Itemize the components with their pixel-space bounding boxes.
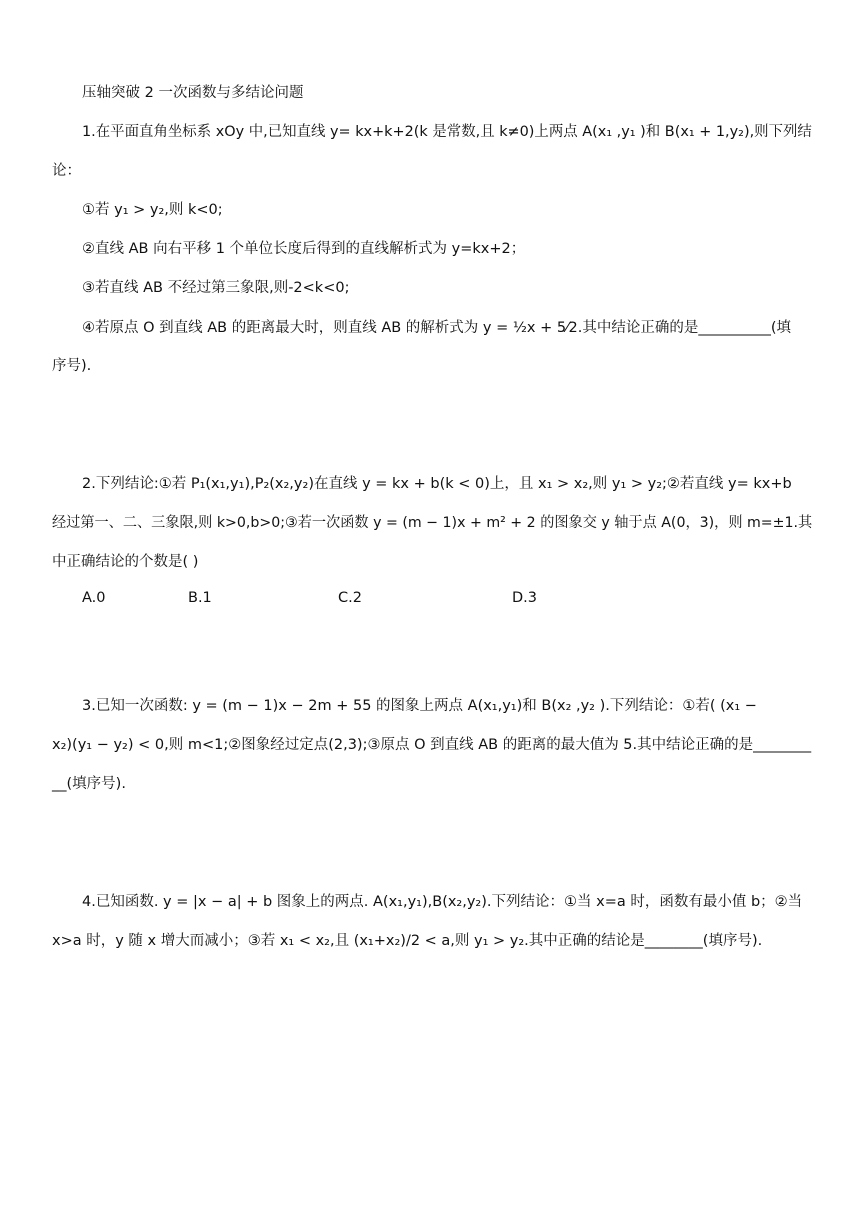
q4-line-1: 4.已知函数. y = |x − a| + b 图象上的两点. A(x₁,y₁),B(x₂,y₂).下列结论：①当 x=a 时，函数有最小值 b；②当 [82,894,803,910]
q2-option-c: C.2 [338,590,362,606]
q3-line-2: x₂)(y₁ − y₂) < 0,则 m<1;②图象经过定点(2,3);③原点 O 到直线 AB 的距离的最大值为 5.其中结论正确的是________ [52,737,812,753]
q2-option-a: A.0 [82,590,106,606]
q3-line-3: __(填序号). [52,776,126,792]
q1-stem-line-2: 论： [52,163,81,179]
q1-conclusion-4: ④若原点 O 到直线 AB 的距离最大时，则直线 AB 的解析式为 y = ½x + 5⁄2.其中结论正确的是__________(填 [82,320,791,336]
q1-conclusion-4-cont: 序号). [52,358,92,374]
q1-conclusion-1: ①若 y₁ > y₂,则 k<0; [82,202,223,218]
q2-option-d: D.3 [512,590,537,606]
q2-line-3: 中正确结论的个数是( ) [52,554,199,570]
page-title: 压轴突破 2 一次函数与多结论问题 [82,85,304,101]
q4-line-2: x>a 时，y 随 x 增大而减小；③若 x₁ < x₂,且 (x₁+x₂)/2 < a,则 y₁ > y₂.其中正确的结论是________(填序号). [52,933,763,949]
q3-line-1: 3.已知一次函数: y = (m − 1)x − 2m + 55 的图象上两点 A(x₁,y₁)和 B(x₂ ,y₂ ).下列结论：①若( (x₁ − [82,698,757,714]
q1-conclusion-2: ②直线 AB 向右平移 1 个单位长度后得到的直线解析式为 y=kx+2； [82,241,526,257]
q2-line-1: 2.下列结论:①若 P₁(x₁,y₁),P₂(x₂,y₂)在直线 y = kx + b(k < 0)上，且 x₁ > x₂,则 y₁ > y₂;②若直线 y= kx+b [82,476,792,492]
q2-option-b: B.1 [188,590,212,606]
q1-stem-line-1: 1.在平面直角坐标系 xOy 中,已知直线 y= kx+k+2(k 是常数,且 k≠0)上两点 A(x₁ ,y₁ )和 B(x₁ + 1,y₂),则下列结 [82,124,812,140]
q1-conclusion-3: ③若直线 AB 不经过第三象限,则-2<k<0; [82,280,350,296]
q2-line-2: 经过第一、二、三象限,则 k>0,b>0;③若一次函数 y = (m − 1)x + m² + 2 的图象交 y 轴于点 A(0，3)，则 m=±1.其 [52,515,813,531]
